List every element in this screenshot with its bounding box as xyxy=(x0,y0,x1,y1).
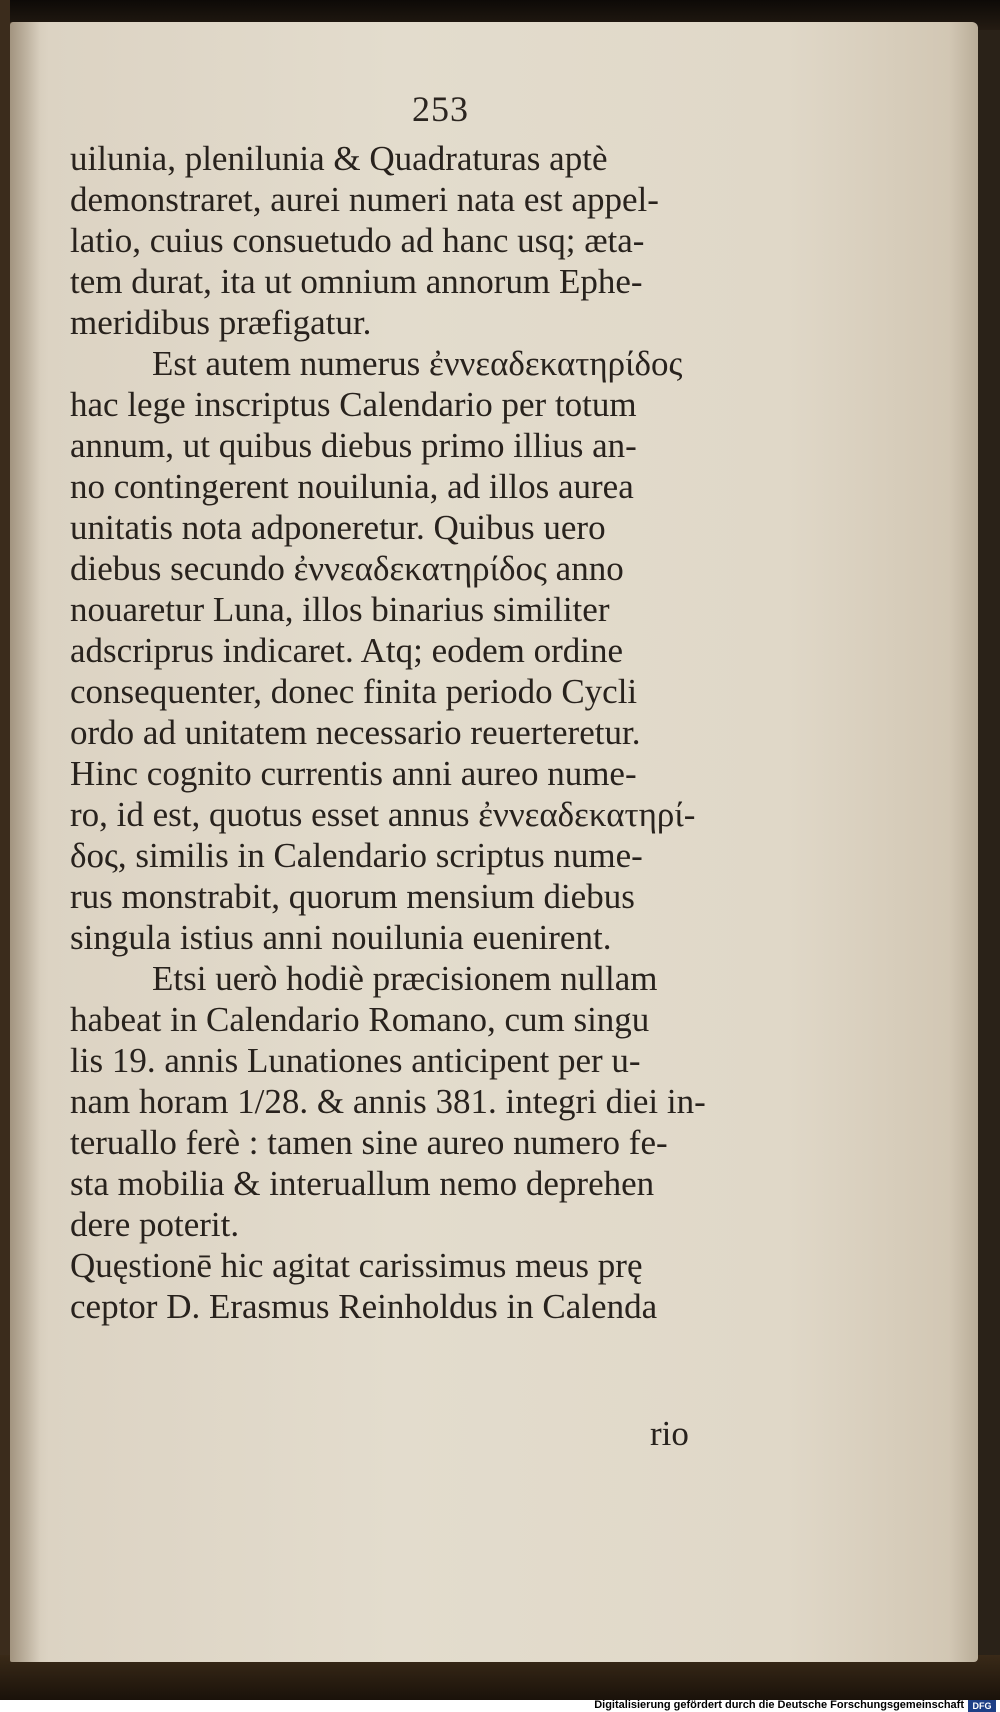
text-line: habeat in Calendario Romano, cum singu xyxy=(70,1000,650,1039)
text-line: no contingerent nouilunia, ad illos aurea xyxy=(70,467,634,506)
text-line: Hinc cognito currentis anni aureo nume- xyxy=(70,754,637,793)
text-line: nouaretur Luna, illos binarius similiter xyxy=(70,590,610,629)
text-line: teruallo ferè : tamen sine aureo numero fe- xyxy=(70,1123,668,1162)
paragraph xyxy=(70,958,740,1245)
text-line: singula istius anni nouilunia euenirent. xyxy=(70,918,612,957)
footer-credit: Digitalisierung gefördert durch die Deutsche Forschungsgemeinschaft xyxy=(594,1699,964,1711)
text-line: rus monstrabit, quorum mensium diebus xyxy=(70,877,635,916)
text-line: unitatis nota adponeretur. Quibus uero xyxy=(70,508,606,547)
text-line: lis 19. annis Lunationes anticipent per u- xyxy=(70,1041,641,1080)
paragraph xyxy=(70,343,740,958)
paragraph xyxy=(70,1245,740,1327)
text-line: annum, ut quibus diebus primo illius an- xyxy=(70,426,637,465)
text-line: consequenter, donec finita periodo Cycli xyxy=(70,672,638,711)
text-line: meridibus præfigatur. xyxy=(70,303,372,342)
scan-left-edge xyxy=(0,0,10,1700)
text-line: ro, id est, quotus esset annus ἐννεαδεκατηρί- xyxy=(70,795,696,834)
text-line: dere poterit. xyxy=(70,1205,240,1244)
text-line: diebus secundo ἐννεαδεκατηρίδος anno xyxy=(70,549,624,588)
page-number: 253 xyxy=(412,89,469,129)
text-line: hac lege inscriptus Calendario per totum xyxy=(70,385,637,424)
text-line: latio, cuius consuetudo ad hanc usq; æta- xyxy=(70,221,645,260)
dfg-logo: DFG xyxy=(968,1700,996,1712)
text-line: nam horam 1/28. & annis 381. integri diei in- xyxy=(70,1082,706,1121)
catchword: rio xyxy=(650,1414,689,1453)
page-gutter-shade xyxy=(10,22,40,1662)
text-line: uilunia, plenilunia & Quadraturas aptè xyxy=(70,139,608,178)
page-text-block xyxy=(70,138,740,1327)
text-line: δος, similis in Calendario scriptus nume- xyxy=(70,836,643,875)
text-line: sta mobilia & interuallum nemo deprehen xyxy=(70,1164,655,1203)
text-line: Quęstionē hic agitat carissimus meus prę xyxy=(70,1246,643,1285)
text-line: adscriprus indicaret. Atq; eodem ordine xyxy=(70,631,624,670)
text-line: ordo ad unitatem necessario reuerteretur. xyxy=(70,713,641,752)
text-line: Etsi uerò hodiè præcisionem nullam xyxy=(152,959,658,998)
text-line: ceptor D. Erasmus Reinholdus in Calenda xyxy=(70,1287,658,1326)
text-line: demonstraret, aurei numeri nata est appel- xyxy=(70,180,659,219)
paragraph xyxy=(70,138,740,343)
text-line: tem durat, ita ut omnium annorum Ephe- xyxy=(70,262,643,301)
text-line: Est autem numerus ἐννεαδεκατηρίδος xyxy=(152,344,683,383)
